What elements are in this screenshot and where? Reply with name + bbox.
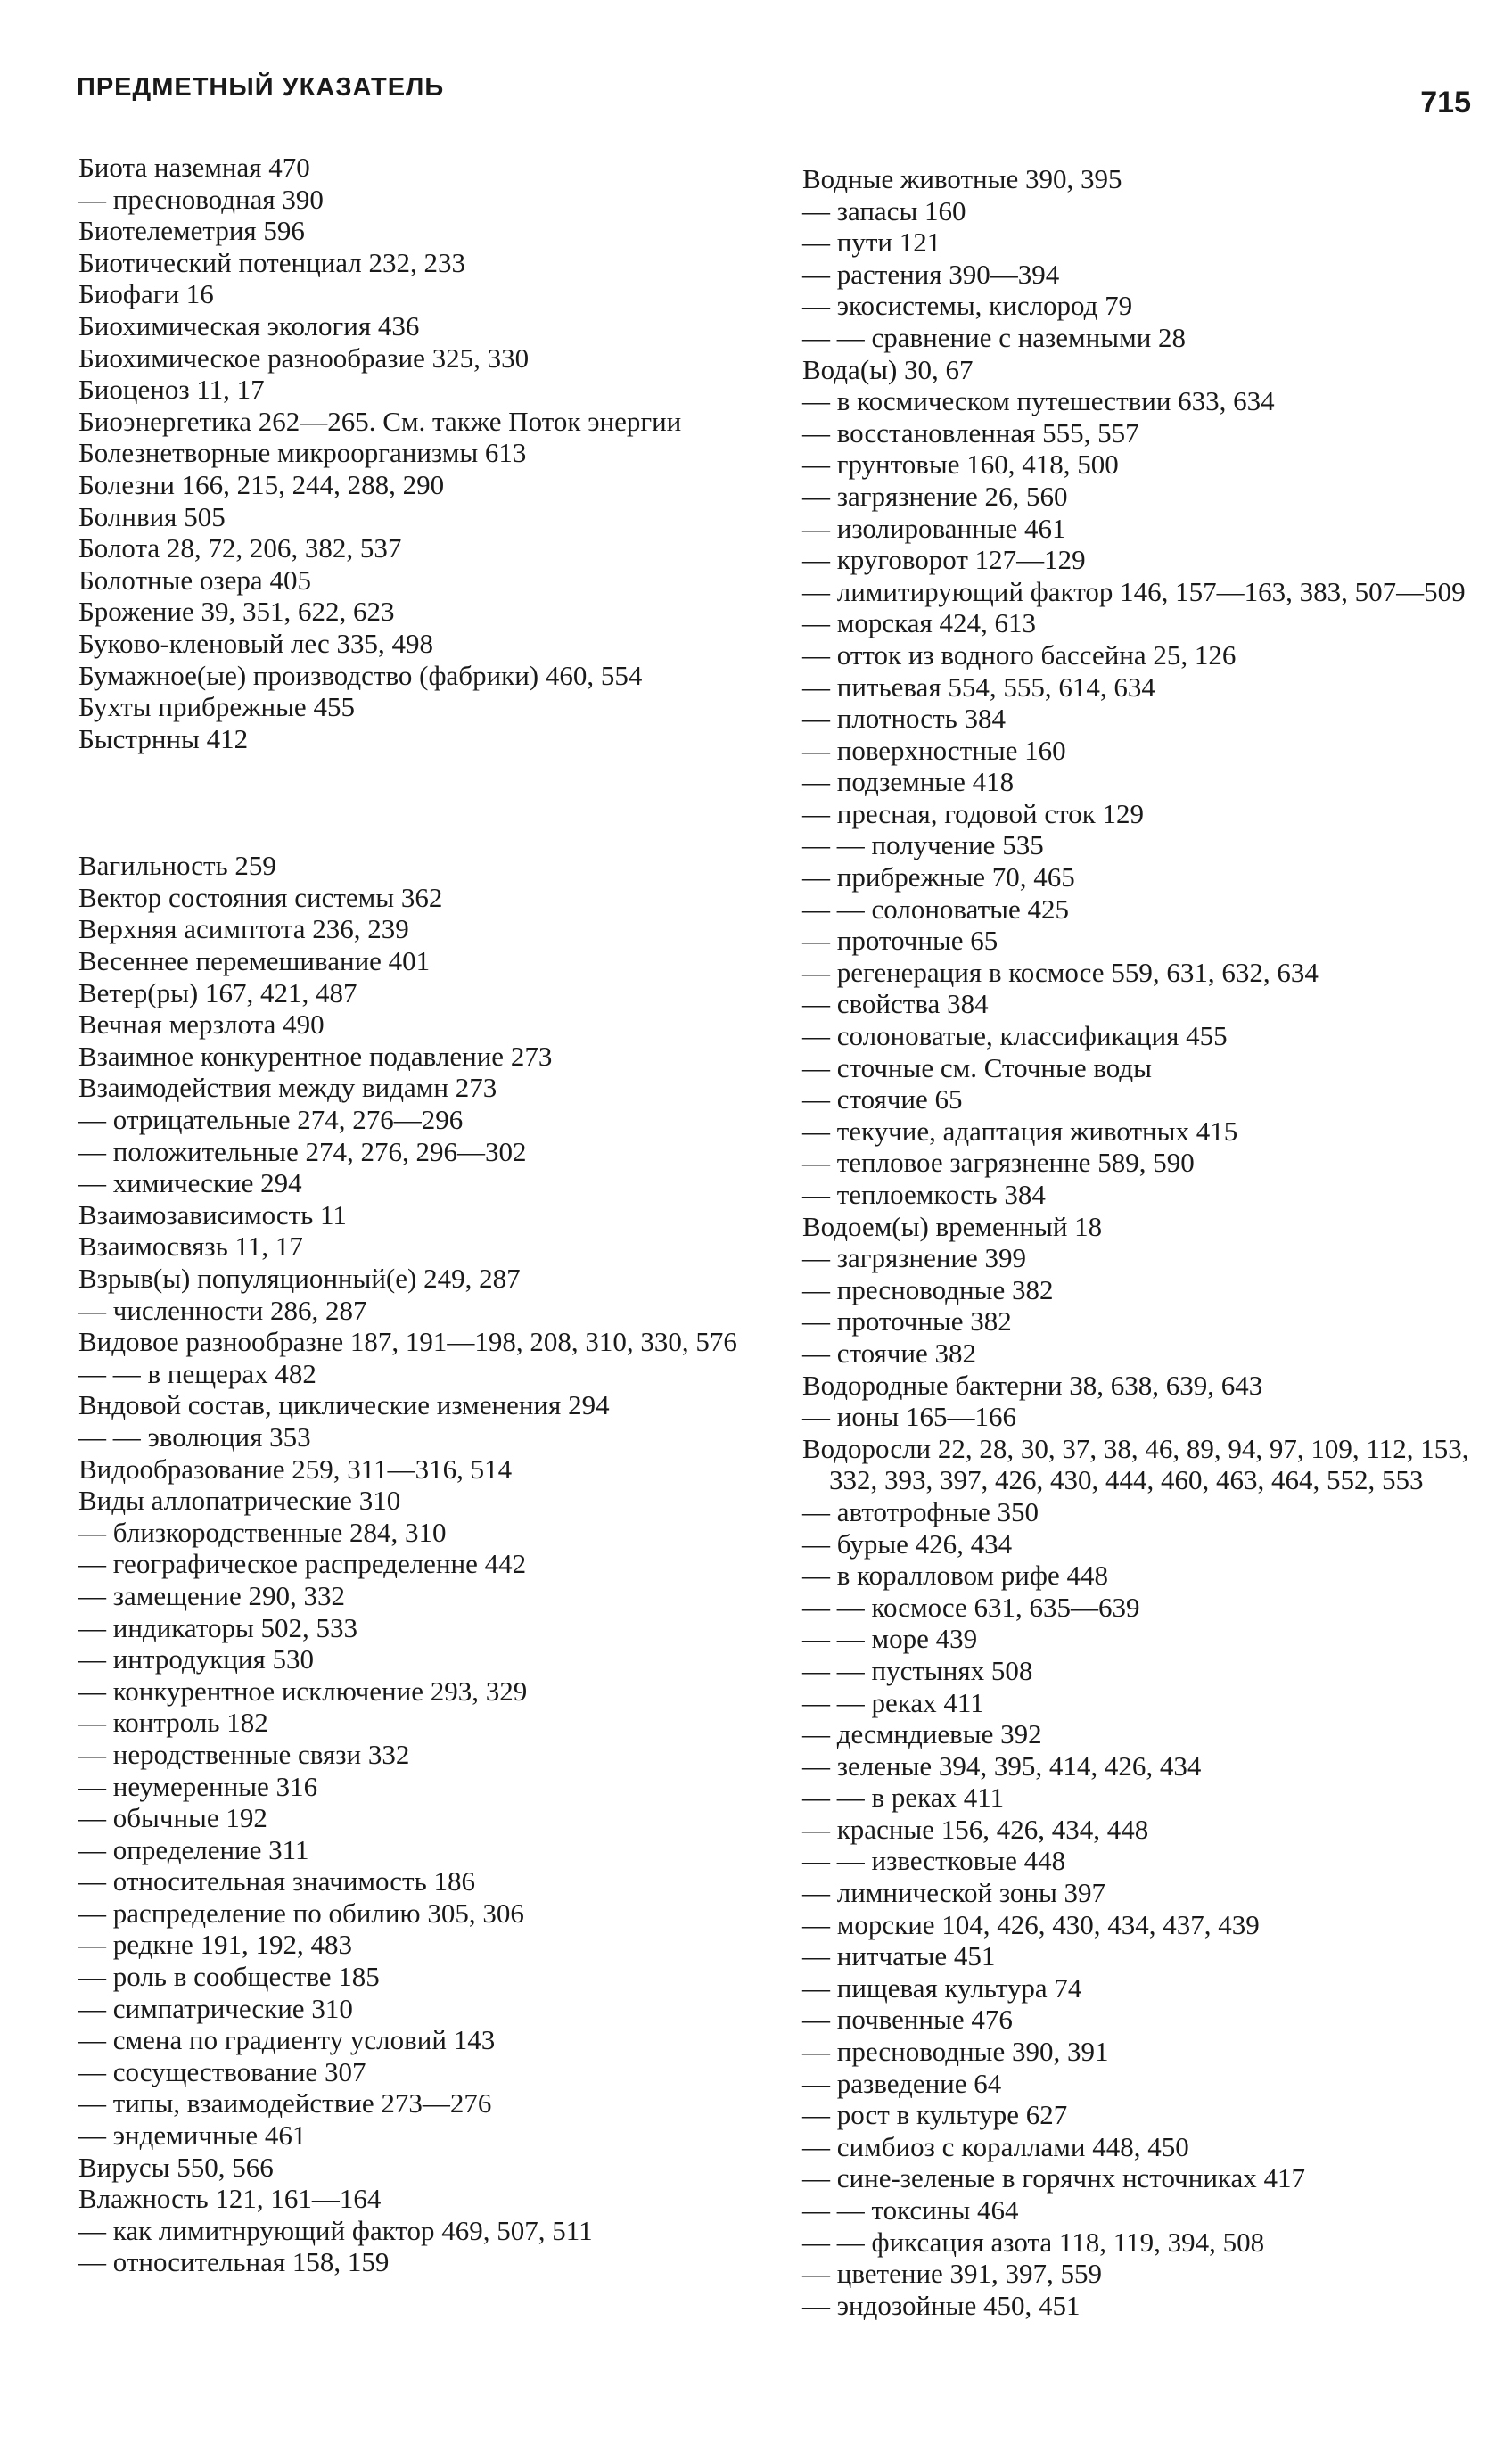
index-entry: — восстановленная 555, 557 xyxy=(802,416,1139,449)
index-entry: Биоценоз 11, 17 xyxy=(78,374,265,406)
index-entry: Биохимическая экология 436 xyxy=(78,309,420,342)
index-entry: — теплоемкость 384 xyxy=(802,1179,1046,1210)
index-entry: Бухты прибрежные 455 xyxy=(78,691,355,723)
index-entry: — положительные 274, 276, 296—302 xyxy=(78,1135,527,1167)
index-entry: — типы, взаимодействие 273—276 xyxy=(78,2087,492,2120)
index-entry: — подземные 418 xyxy=(802,766,1015,798)
index-entry: Вечная мерзлота 490 xyxy=(78,1008,325,1041)
index-entry: Видообразование 259, 311—316, 514 xyxy=(78,1453,513,1485)
index-entry: Водородные бактерни 38, 638, 639, 643 xyxy=(802,1369,1263,1401)
index-entry: — зеленые 394, 395, 414, 426, 434 xyxy=(802,1749,1202,1782)
index-entry: — как лимитнрующий фактор 469, 507, 511 xyxy=(78,2214,593,2246)
index-entry: Водоем(ы) временный 18 xyxy=(802,1210,1103,1242)
index-entry: Биоэнергетика 262—265. См. также Поток энергии xyxy=(78,405,682,437)
index-entry: Ветер(ры) 167, 421, 487 xyxy=(78,976,357,1008)
index-entry: — рост в культуре 627 xyxy=(802,2099,1068,2131)
index-entry: Взрыв(ы) популяционный(е) 249, 287 xyxy=(78,1263,521,1294)
index-entry: — роль в сообществе 185 xyxy=(78,1961,380,1993)
index-entry: — в коралловом рифе 448 xyxy=(802,1560,1108,1592)
index-entry: — смена по градиенту условий 143 xyxy=(78,2024,496,2056)
index-entry: — морские 104, 426, 430, 434, 437, 439 xyxy=(802,1908,1260,1940)
index-entry: — проточные 65 xyxy=(802,925,998,957)
index-entry: Вода(ы) 30, 67 xyxy=(802,353,974,385)
index-entry: Видовое разнообразне 187, 191—198, 208, 310, 330, 576 xyxy=(78,1326,737,1358)
index-entry: Водоросли 22, 28, 30, 37, 38, 46, 89, 94, 97, 109, 112, 153, 332, 393, 397, 426, 430, 444, 460, 463, 464, 552, 553 xyxy=(802,1432,1469,1496)
index-entry: — химические 294 xyxy=(78,1167,302,1199)
index-entry: Влажность 121, 161—164 xyxy=(78,2183,382,2215)
index-entry: — растения 390—394 xyxy=(802,258,1060,290)
index-entry: — конкурентное исключение 293, 329 xyxy=(78,1675,528,1707)
index-entry: — распределение по обилию 305, 306 xyxy=(78,1897,524,1929)
index-entry: Биохимическое разнообразие 325, 330 xyxy=(78,342,530,374)
index-entry: — — эволюция 353 xyxy=(78,1420,311,1453)
index-entry: Вндовой состав, циклические изменения 294 xyxy=(78,1389,610,1421)
index-entry: — — пустынях 508 xyxy=(802,1654,1033,1686)
index-entry: — неумеренные 316 xyxy=(78,1770,318,1802)
index-entry: Взаимосвязь 11, 17 xyxy=(78,1231,303,1263)
index-entry: — — фиксация азота 118, 119, 394, 508 xyxy=(802,2226,1265,2258)
index-entry: — свойства 384 xyxy=(802,988,989,1020)
section-gap xyxy=(78,754,765,850)
index-entry: — относительная 158, 159 xyxy=(78,2246,390,2278)
index-entry: — симпатрические 310 xyxy=(78,1992,353,2024)
index-entry: — нитчатые 451 xyxy=(802,1940,996,1972)
index-entry: — проточные 382 xyxy=(802,1305,1012,1338)
index-entry: — загрязнение 399 xyxy=(802,1242,1027,1274)
page-number: 715 xyxy=(1420,86,1471,119)
index-entry: Брожение 39, 351, 622, 623 xyxy=(78,596,395,628)
index-entry: — круговорот 127—129 xyxy=(802,544,1086,576)
index-entry: — редкне 191, 192, 483 xyxy=(78,1929,353,1961)
index-column-left xyxy=(78,152,765,2278)
index-entry: Биота наземная 470 xyxy=(78,152,310,183)
index-entry: — — космосе 631, 635—639 xyxy=(802,1591,1140,1623)
index-entry: — бурые 426, 434 xyxy=(802,1527,1013,1560)
index-entry: — — в пещерах 482 xyxy=(78,1357,316,1389)
index-entry: — обычные 192 xyxy=(78,1802,267,1834)
index-entry: — близкородственные 284, 310 xyxy=(78,1516,447,1548)
index-entry: — десмндиевые 392 xyxy=(802,1718,1042,1750)
index-entry: Болотные озера 405 xyxy=(78,564,311,596)
index-entry: Вирусы 550, 566 xyxy=(78,2151,274,2183)
index-entry: — отрицательные 274, 276—296 xyxy=(78,1104,464,1136)
index-entry: — отток из водного бассейна 25, 126 xyxy=(802,638,1237,671)
index-column-right xyxy=(802,163,1475,2321)
index-entry: Взаимозависимость 11 xyxy=(78,1198,347,1231)
index-entry: — экосистемы, кислород 79 xyxy=(802,290,1133,322)
index-entry: — лимнической зоны 397 xyxy=(802,1877,1106,1909)
index-entry: — — море 439 xyxy=(802,1623,978,1655)
index-entry: — — в реках 411 xyxy=(802,1782,1005,1814)
index-entry: Биофаги 16 xyxy=(78,278,214,310)
index-entry: Биотелеметрия 596 xyxy=(78,215,305,247)
index-entry: — определение 311 xyxy=(78,1833,309,1865)
index-entry: — изолированные 461 xyxy=(802,512,1066,544)
index-entry: Быстрнны 412 xyxy=(78,722,249,754)
index-entry: — контроль 182 xyxy=(78,1707,268,1739)
index-entry: — прибрежные 70, 465 xyxy=(802,861,1075,893)
index-entry: — сточные см. Сточные воды xyxy=(802,1051,1152,1083)
index-entry: — замещение 290, 332 xyxy=(78,1579,345,1611)
index-entry: — загрязнение 26, 560 xyxy=(802,480,1068,512)
index-entry: — симбиоз с кораллами 448, 450 xyxy=(802,2130,1189,2162)
index-entry: Весеннее перемешивание 401 xyxy=(78,945,431,977)
index-entry: Болезнетворные микроорганизмы 613 xyxy=(78,437,527,469)
index-entry: — морская 424, 613 xyxy=(802,607,1036,639)
index-entry: — почвенные 476 xyxy=(802,2004,1013,2036)
index-entry: — сосуществование 307 xyxy=(78,2055,366,2087)
index-entry: — текучие, адаптация животных 415 xyxy=(802,1115,1238,1147)
index-entry: Виды аллопатрические 310 xyxy=(78,1485,401,1517)
index-entry: — солоноватые, классификация 455 xyxy=(802,1020,1228,1052)
index-entry: — пищевая культура 74 xyxy=(802,1971,1082,2004)
index-entry: Бумажное(ые) производство (фабрики) 460, 554 xyxy=(78,659,643,691)
index-entry: — — токсины 464 xyxy=(802,2194,1019,2226)
index-entry: Вагильность 259 xyxy=(78,850,276,882)
index-entry: — лимитирующий фактор 146, 157—163, 383, 507—509 xyxy=(802,575,1466,607)
index-entry: Верхняя асимптота 236, 239 xyxy=(78,913,409,945)
index-entry: — пресноводные 382 xyxy=(802,1273,1054,1305)
index-entry: — цветение 391, 397, 559 xyxy=(802,2258,1103,2290)
index-entry: Биотический потенциал 232, 233 xyxy=(78,246,465,278)
index-entry: — пресная, годовой сток 129 xyxy=(802,797,1145,829)
index-entry: — географическое распределенне 442 xyxy=(78,1548,527,1580)
index-entry: — красные 156, 426, 434, 448 xyxy=(802,1813,1149,1845)
index-entry: — стоячие 65 xyxy=(802,1083,963,1115)
index-entry: — неродственные связи 332 xyxy=(78,1738,410,1770)
index-entry: — ионы 165—166 xyxy=(802,1401,1017,1433)
index-entry: — интродукция 530 xyxy=(78,1643,314,1675)
index-entry: — — сравнение с наземными 28 xyxy=(802,321,1187,353)
index-entry: — — получение 535 xyxy=(802,829,1044,861)
index-entry: Взаимное конкурентное подавление 273 xyxy=(78,1040,553,1072)
index-entry: — пресноводные 390, 391 xyxy=(802,2036,1109,2068)
index-entry: — эндемичные 461 xyxy=(78,2120,307,2152)
index-entry: — запасы 160 xyxy=(802,194,966,226)
index-entry: — разведение 64 xyxy=(802,2067,1002,2099)
index-entry: — плотность 384 xyxy=(802,703,1007,735)
index-entry: — — солоноватые 425 xyxy=(802,893,1069,925)
index-entry: Взаимодействия между видамн 273 xyxy=(78,1072,497,1104)
index-entry: Вектор состояния системы 362 xyxy=(78,881,443,913)
index-entry: Болота 28, 72, 206, 382, 537 xyxy=(78,532,402,564)
index-entry: — стоячие 382 xyxy=(802,1337,977,1369)
index-entry: — — реках 411 xyxy=(802,1686,984,1718)
index-entry: — тепловое загрязненне 589, 590 xyxy=(802,1147,1195,1179)
index-entry: — поверхностные 160 xyxy=(802,734,1066,766)
index-entry: Болезни 166, 215, 244, 288, 290 xyxy=(78,468,445,500)
index-entry: — в космическом путешествии 633, 634 xyxy=(802,385,1275,417)
index-entry: — регенерация в космосе 559, 631, 632, 634 xyxy=(802,956,1319,988)
index-entry: — пути 121 xyxy=(802,226,941,259)
index-entry: Буково-кленовый лес 335, 498 xyxy=(78,627,433,659)
index-entry: — эндозойные 450, 451 xyxy=(802,2289,1081,2321)
index-entry: — питьевая 554, 555, 614, 634 xyxy=(802,671,1155,703)
index-entry: Болнвия 505 xyxy=(78,500,226,532)
index-entry: Водные животные 390, 395 xyxy=(802,163,1122,194)
running-head: ПРЕДМЕТНЫЙ УКАЗАТЕЛЬ xyxy=(77,73,445,102)
index-entry: — сине-зеленые в горячнх нсточниках 417 xyxy=(802,2162,1306,2194)
index-entry: — относительная значимость 186 xyxy=(78,1865,475,1897)
index-entry: — пресноводная 390 xyxy=(78,183,324,215)
index-entry: — численности 286, 287 xyxy=(78,1294,367,1326)
index-entry: — индикаторы 502, 533 xyxy=(78,1611,358,1643)
index-entry: — автотрофные 350 xyxy=(802,1495,1040,1527)
index-entry: — — известковые 448 xyxy=(802,1845,1066,1877)
index-entry: — грунтовые 160, 418, 500 xyxy=(802,449,1119,481)
